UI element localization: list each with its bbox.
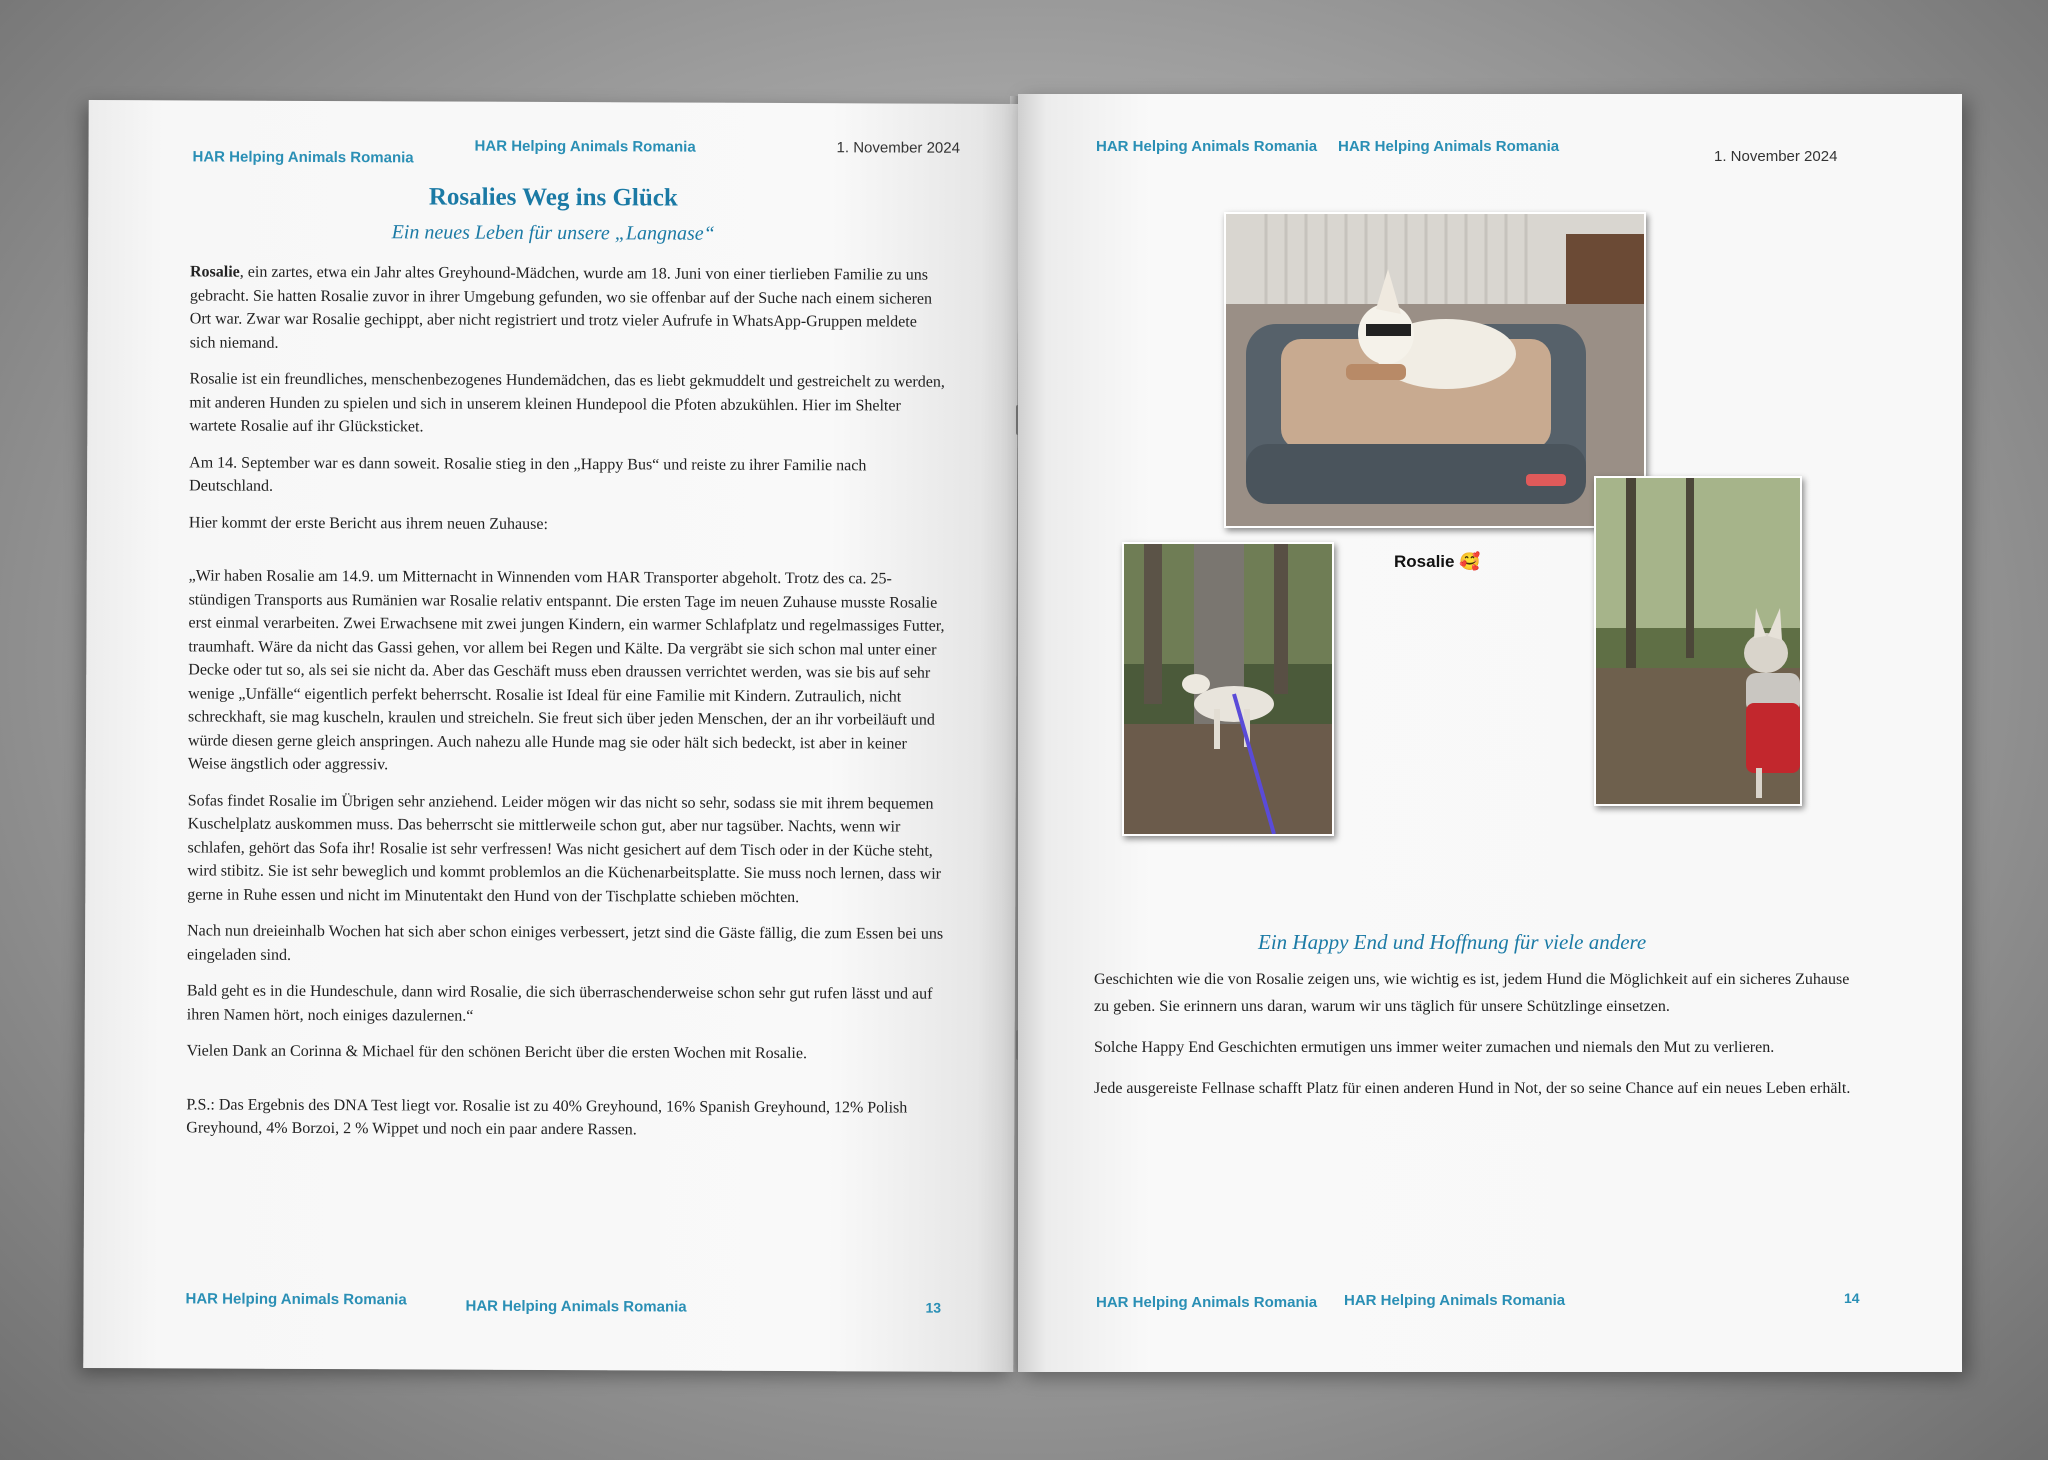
- paragraph-2: Am 14. September war es dann soweit. Rosalie stieg in den „Happy Bus“ und reiste zu ihrer Familie nach Deutschland.: [189, 453, 867, 495]
- paragraph-5: Sofas findet Rosalie im Übrigen sehr anziehend. Leider mögen wir das nicht so sehr, sodass sie mit ihrem bequemen Kuschelplatz auskommen muss. Das beherrscht sie mittlerweile schon gut, aber nur tagsüber. Nachts, wenn wir schlafen, gehört das Sofa ihr! Rosalie ist sehr verfressen! Was nicht gesichert auf dem Tisch oder in der Küche steht, wird stibitz. Sie ist sehr beweglich und kommt problemlos an die Küchenarbeitsplatte. Sie muss noch lernen, dass wir gerne in Ruhe essen und nicht im Minutentakt den Hund von der Tischplatte schieben möchten.: [187, 791, 942, 906]
- paragraph-4: „Wir haben Rosalie am 14.9. um Mitternacht in Winnenden vom HAR Transporter abgeholt. Trotz des ca. 25- stündigen Transports aus Rumänien war Rosalie relativ entspannt. Die ersten Tage im neuen Zuhause musste Rosalie erst einmal verarbeiten. Zwei Erwachsene mit zwei jungen Kindern, ein warmer Schlafplatz und regelmassiges Futter, traumhaft. Wäre da nicht das Gassi gehen, vor allem bei Regen und Kälte. Da vergräbt sie sich schon mal unter einer Decke oder tut so, als sei sie nicht da. Aber das Geschäft muss eben draussen verrichtet werden, was sie bis auf sehr wenige „Unfälle“ eigentlich perfekt beherrscht. Rosalie ist Ideal für eine Familie mit Kindern. Zutraulich, nicht schreckhaft, sie mag kuscheln, kraulen und streicheln. Sie freut sich über jeden Menschen, der an ihr vorbeiläuft und würde diesen gerne gleich anspringen. Auch nahezu alle Hunde mag sie oder hält sich bedeckt, ist aber in keiner Weise ängstlich oder aggressiv.: [187, 567, 945, 774]
- paragraph-1: Rosalie ist ein freundliches, menschenbezogenes Hundemädchen, das es liebt gekmuddelt und gestreichelt zu werden, mit anderen Hunden zu spielen und sich in unserem kleinen Hundepool die Pfoten abzukühlen. Hier im Shelter wartete Rosalie auf ihr Glücksticket.: [189, 370, 945, 436]
- article-body: [186, 260, 946, 1156]
- article-title: Rosalies Weg ins Glück: [428, 183, 678, 212]
- header-brand-center: HAR Helping Animals Romania: [474, 137, 696, 156]
- photo-caption: Rosalie 🥰: [1394, 552, 1481, 571]
- photo-dog-on-bed: [1224, 212, 1646, 528]
- paragraph-8: Vielen Dank an Corinna & Michael für den schönen Bericht über die ersten Wochen mit Rosalie.: [186, 1042, 808, 1063]
- photo-dog-red-coat: [1594, 476, 1802, 806]
- footer-brand-left: HAR Helping Animals Romania: [1096, 1294, 1318, 1311]
- header-date: 1. November 2024: [836, 139, 961, 157]
- intro-paragraph: [190, 260, 946, 357]
- page-number-left: 13: [925, 1299, 942, 1316]
- closing-paragraph-3: Jede ausgereiste Fellnase schafft Platz für einen anderen Hund in Not, der so seine Chance auf ein neues Leben erhält.: [1094, 1080, 1851, 1097]
- photo-dog-forest-walk: [1122, 542, 1334, 836]
- footer-brand-left: HAR Helping Animals Romania: [185, 1290, 407, 1309]
- header-brand-center: HAR Helping Animals Romania: [1338, 138, 1560, 155]
- forest-walk-image: [1124, 544, 1332, 834]
- right-page: [1018, 94, 1962, 1372]
- closing-paragraph-2: Solche Happy End Geschichten ermutigen uns immer weiter zumachen und niemals den Mut zu verlieren.: [1094, 1039, 1775, 1056]
- section-heading: Ein Happy End und Hoffnung für viele andere: [1258, 930, 1647, 954]
- closing-paragraph-1: Geschichten wie die von Rosalie zeigen uns, wie wichtig es ist, jedem Hund die Möglichkeit auf ein sicheres Zuhause zu geben. Sie erinnern uns daran, warum wir uns täglich für unsere Schützlinge einsetzen.: [1094, 971, 1850, 1015]
- article-subtitle: Ein neues Leben für unsere „Langnase“: [391, 221, 715, 245]
- header-date: 1. November 2024: [1714, 148, 1838, 165]
- header-brand-left: HAR Helping Animals Romania: [1096, 138, 1318, 155]
- header-brand-left: HAR Helping Animals Romania: [192, 148, 414, 167]
- paragraph-7: Bald geht es in die Hundeschule, dann wird Rosalie, die sich überraschenderweise schon sehr gut rufen lässt und auf ihren Namen hört, noch einiges dazulernen.“: [186, 982, 933, 1025]
- closing-text: [1094, 966, 1854, 1116]
- intro-text: , ein zartes, etwa ein Jahr altes Greyhound-Mädchen, wurde am 18. Juni von einer tierlieben Familie zu uns gebracht. Sie hatten Rosalie zuvor in ihrer Umgebung gefunden, wo sie offenbar auf der Suche nach einem sicheren Ort war. Zwar war Rosalie gechippt, aber nicht registriert und trotz vieler Aufrufe in WhatsApp-Gruppen meldete sich niemand.: [189, 263, 933, 352]
- paragraph-ps: P.S.: Das Ergebnis des DNA Test liegt vor. Rosalie ist zu 40% Greyhound, 16% Spanish Greyhound, 12% Polish Greyhound, 4% Borzoi, 2 % Wippet und noch ein paar andere Rassen.: [186, 1095, 908, 1139]
- paragraph-3: Hier kommt der erste Bericht aus ihrem neuen Zuhause:: [188, 513, 548, 533]
- intro-name: Rosalie: [189, 263, 240, 281]
- dog-on-bed-image: [1226, 214, 1644, 526]
- footer-brand-center: HAR Helping Animals Romania: [1344, 1292, 1566, 1309]
- red-coat-image: [1596, 478, 1800, 804]
- page-number-right: 14: [1844, 1290, 1860, 1306]
- left-page: [83, 100, 1019, 1372]
- paragraph-6: Nach nun dreieinhalb Wochen hat sich aber schon einiges verbessert, jetzt sind die Gäste fällig, die zum Essen bei uns eingeladen sind.: [187, 922, 944, 964]
- footer-brand-center: HAR Helping Animals Romania: [465, 1297, 687, 1316]
